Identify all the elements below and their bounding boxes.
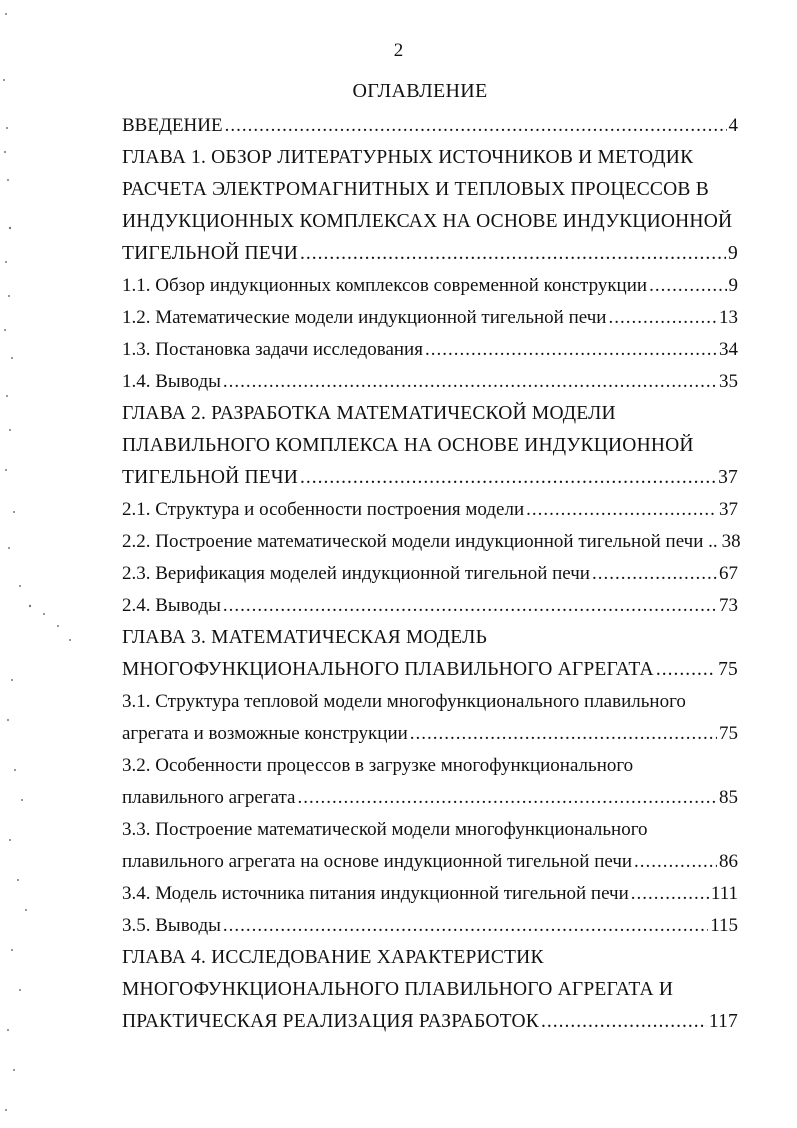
toc-page-number: 85 <box>719 787 738 808</box>
dot-leader <box>225 110 727 142</box>
toc-entry-line: ПЛАВИЛЬНОГО КОМПЛЕКСА НА ОСНОВЕ ИНДУКЦИОННОЙ <box>122 435 694 456</box>
toc-page-number: 13 <box>719 307 738 328</box>
toc-page-number: 73 <box>719 595 738 616</box>
toc-entry[interactable] <box>122 814 738 878</box>
toc-entry[interactable] <box>122 142 738 270</box>
dot-leader <box>223 910 708 942</box>
dot-leader <box>425 334 717 366</box>
toc-entry[interactable] <box>122 302 738 334</box>
toc-entry-title: 1.3. Постановка задачи исследования <box>122 339 423 360</box>
toc-entry-leader-row <box>122 782 738 814</box>
toc-page-number: 4 <box>728 115 738 136</box>
toc-entry-title: плавильного агрегата <box>122 787 296 808</box>
toc-page-number: 37 <box>718 467 738 488</box>
toc-entry-title: 2.2. Построение математической модели индукционной тигельной печи .. <box>122 531 718 552</box>
dot-leader <box>410 718 717 750</box>
toc-entry[interactable] <box>122 942 738 1038</box>
toc-page-number: 115 <box>710 915 738 936</box>
toc-entry-line: 3.2. Особенности процессов в загрузке многофункционального <box>122 755 634 776</box>
table-of-contents <box>122 110 741 1038</box>
toc-page-number: 35 <box>719 371 738 392</box>
dot-leader <box>649 270 726 302</box>
toc-entry-line: МНОГОФУНКЦИОНАЛЬНОГО ПЛАВИЛЬНОГО АГРЕГАТА И <box>122 979 674 1000</box>
toc-entry-title: агрегата и возможные конструкции <box>122 723 408 744</box>
toc-entry-leader-row <box>122 334 738 366</box>
toc-entry[interactable] <box>122 526 741 558</box>
dot-leader <box>297 782 717 814</box>
dot-leader <box>300 462 716 494</box>
toc-entry[interactable] <box>122 334 738 366</box>
toc-entry[interactable] <box>122 366 738 398</box>
toc-entry[interactable] <box>122 270 738 302</box>
toc-entry-leader-row <box>122 462 738 494</box>
toc-entry-leader-row <box>122 718 738 750</box>
toc-entry-title: ПРАКТИЧЕСКАЯ РЕАЛИЗАЦИЯ РАЗРАБОТОК <box>122 1011 539 1032</box>
dot-leader <box>608 302 717 334</box>
dot-leader <box>631 878 709 910</box>
toc-entry-title: 1.2. Математические модели индукционной тигельной печи <box>122 307 607 328</box>
toc-entry-line: ГЛАВА 2. РАЗРАБОТКА МАТЕМАТИЧЕСКОЙ МОДЕЛИ <box>122 403 616 424</box>
toc-entry-leader-row <box>122 270 738 302</box>
toc-entry-title: 1.1. Обзор индукционных комплексов современной конструкции <box>122 275 648 296</box>
toc-entry[interactable] <box>122 494 738 526</box>
toc-entry-line: 3.3. Построение математической модели многофункционального <box>122 819 648 840</box>
page-number: 2 <box>393 40 404 61</box>
toc-entry-title: 2.1. Структура и особенности построения модели <box>122 499 525 520</box>
toc-entry[interactable] <box>122 878 738 910</box>
toc-entry-leader-row <box>122 878 738 910</box>
toc-page-number: 75 <box>718 659 738 680</box>
dot-leader <box>300 238 726 270</box>
toc-entry-leader-row <box>122 910 738 942</box>
toc-entry-title: ТИГЕЛЬНОЙ ПЕЧИ <box>122 467 299 488</box>
toc-entry-leader-row <box>122 110 738 142</box>
toc-entry-leader-row <box>122 846 738 878</box>
toc-entry-leader-row <box>122 1006 738 1038</box>
toc-page-number: 117 <box>708 1011 738 1032</box>
toc-entry[interactable] <box>122 590 738 622</box>
toc-entry-title: ТИГЕЛЬНОЙ ПЕЧИ <box>122 243 299 264</box>
toc-entry-line: ГЛАВА 3. МАТЕМАТИЧЕСКАЯ МОДЕЛЬ <box>122 627 487 648</box>
toc-page-number: 111 <box>710 883 738 904</box>
toc-entry-title: МНОГОФУНКЦИОНАЛЬНОГО ПЛАВИЛЬНОГО АГРЕГАТА <box>122 659 654 680</box>
toc-page-number: 37 <box>719 499 738 520</box>
toc-entry-title: 2.4. Выводы <box>122 595 221 616</box>
toc-entry-line: ИНДУКЦИОННЫХ КОМПЛЕКСАХ НА ОСНОВЕ ИНДУКЦИОННОЙ <box>122 211 733 232</box>
toc-entry-line: ГЛАВА 1. ОБЗОР ЛИТЕРАТУРНЫХ ИСТОЧНИКОВ И МЕТОДИК <box>122 147 694 168</box>
toc-entry-line: РАСЧЕТА ЭЛЕКТРОМАГНИТНЫХ И ТЕПЛОВЫХ ПРОЦЕССОВ В <box>122 179 709 200</box>
toc-entry[interactable] <box>122 558 738 590</box>
toc-title: ОГЛАВЛЕНИЕ <box>352 80 488 102</box>
toc-page-number: 75 <box>719 723 738 744</box>
dot-leader <box>592 558 717 590</box>
toc-entry-title: 3.4. Модель источника питания индукционной тигельной печи <box>122 883 629 904</box>
toc-entry-leader-row <box>122 654 738 686</box>
dot-leader <box>223 590 717 622</box>
dot-leader <box>223 366 717 398</box>
dot-leader <box>526 494 717 526</box>
toc-page-number: 38 <box>721 531 741 552</box>
toc-entry[interactable] <box>122 750 738 814</box>
toc-entry[interactable] <box>122 910 738 942</box>
toc-entry[interactable] <box>122 398 738 494</box>
toc-entry-leader-row <box>122 302 738 334</box>
dot-leader <box>634 846 717 878</box>
toc-page-number: 9 <box>728 243 738 264</box>
dot-leader <box>541 1006 707 1038</box>
toc-entry[interactable] <box>122 686 738 750</box>
toc-entry-title: 2.3. Верификация моделей индукционной тигельной печи <box>122 563 590 584</box>
toc-page-number: 9 <box>728 275 738 296</box>
toc-page-number: 34 <box>719 339 738 360</box>
toc-entry[interactable] <box>122 622 738 686</box>
toc-entry-leader-row <box>122 366 738 398</box>
toc-page-number: 67 <box>719 563 738 584</box>
toc-entry-leader-row <box>122 494 738 526</box>
toc-entry-leader-row <box>122 238 738 270</box>
scan-edge-marks <box>0 0 95 1128</box>
toc-entry-leader-row <box>122 558 738 590</box>
toc-entry-leader-row <box>122 526 741 558</box>
toc-entry-leader-row <box>122 590 738 622</box>
toc-entry[interactable] <box>122 110 738 142</box>
toc-page-number: 86 <box>719 851 738 872</box>
toc-entry-line: ГЛАВА 4. ИССЛЕДОВАНИЕ ХАРАКТЕРИСТИК <box>122 947 544 968</box>
toc-entry-line: 3.1. Структура тепловой модели многофункционального плавильного <box>122 691 686 712</box>
toc-entry-title: 1.4. Выводы <box>122 371 221 392</box>
toc-entry-title: плавильного агрегата на основе индукционной тигельной печи <box>122 851 633 872</box>
dot-leader <box>656 654 716 686</box>
toc-entry-title: 3.5. Выводы <box>122 915 221 936</box>
toc-entry-title: ВВЕДЕНИЕ <box>122 115 223 136</box>
